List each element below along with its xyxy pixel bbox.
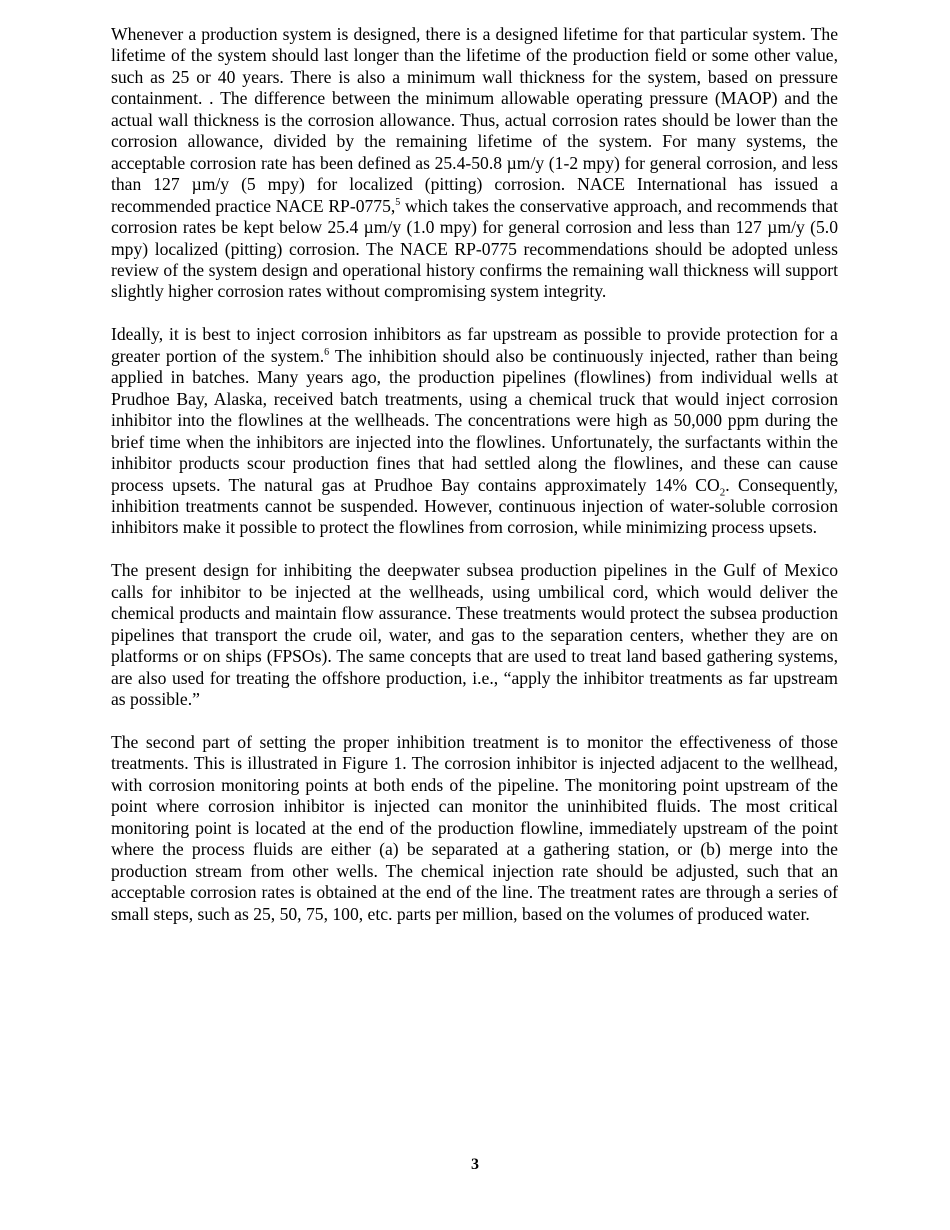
paragraph-text: which takes the conservative approach, and recommends that corrosion rates be kept below 25.4 µm/y (1.0 mpy) for general corrosion and less than 127 µm/y (5.0 mpy) localized (pitting) corrosion. The NACE RP-0775 recommendations should be adopted unless review of the system design and operational history confirms the remaining wall thickness will support slightly higher corrosion rates without compromising system integrity.	[111, 195, 838, 302]
footnote-reference: 6	[324, 346, 330, 358]
paragraph-text: . Consequently, inhibition treatments cannot be suspended. However, continuous injection of water-soluble corrosion inhibitors make it possible to protect the flowlines from corrosion, while minimizing process upsets.	[111, 474, 839, 538]
paragraph-monitoring	[111, 732, 838, 925]
paragraph-corrosion-allowance	[111, 24, 838, 303]
footnote-reference: 5	[395, 196, 401, 208]
subscript: 2	[719, 486, 726, 499]
paragraph-deepwater-design	[111, 560, 838, 710]
paragraph-text: The inhibition should also be continuously injected, rather than being applied in batches. Many years ago, the production pipelines (flowlines) from individual wells at Prudhoe Bay, Alaska, received batch treatments, using a chemical truck that would inject corrosion inhibitor into the flowlines at the wellheads. The concentrations were high as 50,000 ppm during the brief time when the inhibitors are injected into the flowlines. Unfortunately, the surfactants within the inhibitor products scour production fines that had settled along the flowlines, and these can cause process upsets. The natural gas at Prudhoe Bay contains approximately 14% CO	[111, 345, 838, 495]
document-body	[111, 24, 838, 946]
paragraph-text: Whenever a production system is designed, there is a designed lifetime for that particular system. The lifetime of the system should last longer than the lifetime of the production field or some other value, such as 25 or 40 years. There is also a minimum wall thickness for the system, based on pressure containment. . The difference between the minimum allowable operating pressure (MAOP) and the actual wall thickness is the corrosion allowance. Thus, actual corrosion rates should be lower than the corrosion allowance, divided by the remaining lifetime of the system. For many systems, the acceptable corrosion rate has been defined as 25.4-50.8 µm/y (1-2 mpy) for general corrosion, and less than 127 µm/y (5 mpy) for localized (pitting) corrosion. NACE International has issued a recommended practice NACE RP-0775,	[111, 24, 838, 216]
page-number: 3	[471, 1156, 479, 1173]
paragraph-text: The second part of setting the proper inhibition treatment is to monitor the effectiveness of those treatments. This is illustrated in Figure 1. The corrosion inhibitor is injected adjacent to the wellhead, with corrosion monitoring points at both ends of the pipeline. The monitoring point upstream of the point where corrosion inhibitor is injected can monitor the uninhibited fluids. The most critical monitoring point is located at the end of the production flowline, immediately upstream of the point where the process fluids are either (a) be separated at a gathering station, or (b) merge into the production stream from other wells. The chemical injection rate should be adjusted, such that an acceptable corrosion rates is obtained at the end of the line. The treatment rates are through a series of small steps, such as 25, 50, 75, 100, etc. parts per million, based on the volumes of produced water.	[111, 731, 838, 924]
paragraph-text: Ideally, it is best to inject corrosion inhibitors as far upstream as possible to provide protection for a greater portion of the system.	[111, 324, 838, 366]
paragraph-inhibitor-injection	[111, 324, 838, 539]
paragraph-text: The present design for inhibiting the deepwater subsea production pipelines in the Gulf of Mexico calls for inhibitor to be injected at the wellheads, using umbilical cord, which would deliver the chemical products and maintain flow assurance. These treatments would protect the subsea production pipelines that transport the crude oil, water, and gas to the separation centers, whether they are on platforms or on ships (FPSOs). The same concepts that are used to treat land based gathering systems, are also used for treating the offshore production, i.e., “apply the inhibitor treatments as far upstream as possible.”	[111, 560, 838, 710]
